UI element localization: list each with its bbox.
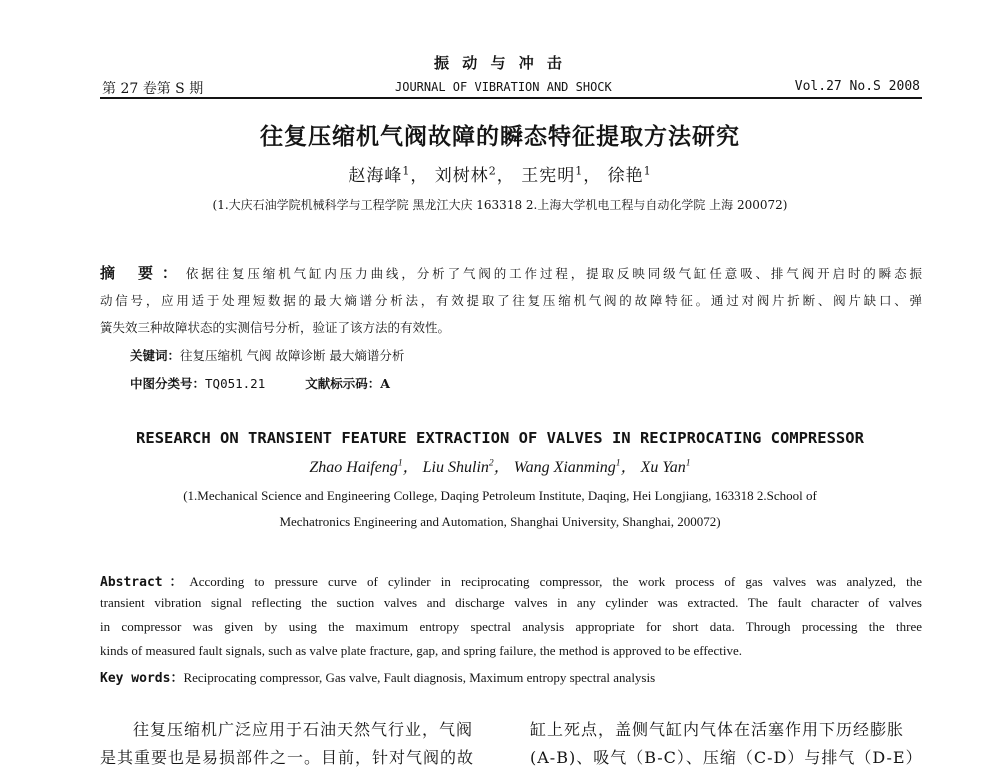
author-affil-marker: 2 [488,457,494,469]
author-separator: ， [583,166,602,186]
author-separator: ， [402,459,419,476]
abstract-cn-text: 依据往复压缩机气缸内压力曲线，分析了气阀的工作过程，提取反映同级气缸任意吸、排气阀开启时的瞬态振 [185,266,922,281]
author-separator: ， [410,166,429,186]
author-affil-marker: 1 [397,457,403,469]
body-right-line: (A-B)、吸气（B-C）、压缩（C-D）与排气（D-E） [530,748,923,767]
author-en: Xu Yan [640,459,686,476]
author-affil-marker: 1 [575,164,584,178]
abstract-cn-line [100,262,922,283]
issue-en: Vol.27 No.S 2008 [794,79,920,94]
keywords-en-value: Reciprocating compressor, Gas valve, Fault diagnosis, Maximum entropy spectral analysis [183,670,656,685]
classification-label: 中图分类号： [130,376,206,391]
author-affil-marker: 1 [402,164,411,178]
author-affil-marker: 1 [615,457,621,469]
abstract-cn-line: 簧失效三种故障状态的实测信号分析，验证了该方法的有效性。 [100,320,451,335]
abstract-cn-label: 摘 要： [100,264,186,282]
paper-title-cn: 往复压缩机气阀故障的瞬态特征提取方法研究 [260,123,740,150]
author-separator: ， [620,459,637,476]
header-rule [100,97,922,99]
author-affil-marker: 1 [643,164,652,178]
author-cn: 王宪明 [521,166,576,186]
affiliations-cn: (1.大庆石油学院机械科学与工程学院 黑龙江大庆 163318 2.上海大学机电工程与自动化学院 上海 200072) [212,198,788,212]
classification-value: TQ051.21 [205,376,266,391]
journal-name-cn: 振 动 与 冲 击 [434,54,566,72]
abstract-en-line: in compressor was given by using the maximum entropy spectral analysis appropriate for short data. Through processing the three [100,619,922,634]
author-affil-marker: 1 [685,457,691,469]
document-code-label: 文献标示码： [305,376,381,391]
abstract-en-line: transient vibration signal reflecting the suction valves and discharge valves in any cylinder was extracted. The fault character of valves [100,595,922,610]
keywords-cn-value: 往复压缩机 气阀 故障诊断 最大熵谱分析 [180,348,405,363]
document-code-value: A [380,376,390,391]
journal-name-en: JOURNAL OF VIBRATION AND SHOCK [395,80,612,94]
author-separator: ， [496,166,515,186]
body-left-line: 是其重要也是易损部件之一。目前，针对气阀的故 [100,748,475,767]
author-cn: 徐艳 [607,166,644,186]
paper-title-en: RESEARCH ON TRANSIENT FEATURE EXTRACTION OF VALVES IN RECIPROCATING COMPRESSOR [136,429,864,447]
author-en: Zhao Haifeng [309,459,398,476]
abstract-en-text: According to pressure curve of cylinder in reciprocating compressor, the work process of gas valves was analyzed, the [189,574,922,589]
author-affil-marker: 2 [488,164,497,178]
issue-cn: 第 27 卷第 S 期 [102,81,204,97]
body-right-line: 缸上死点，盖侧气缸内气体在活塞作用下历经膨胀 [530,720,905,739]
author-cn: 刘树林 [434,166,489,186]
author-en: Liu Shulin [422,459,489,476]
authors-en [0,454,1000,477]
authors-cn [0,161,1000,186]
keywords-cn-label: 关键词： [130,348,181,363]
author-cn: 赵海峰 [348,166,403,186]
keywords-en-label: Key words： [100,671,184,686]
keywords-en [100,667,655,686]
affiliations-en-line: Mechatronics Engineering and Automation, Shanghai University, Shanghai, 200072) [279,514,721,529]
abstract-cn-line: 动信号，应用适于处理短数据的最大熵谱分析法，有效提取了往复压缩机气阀的故障特征。通过对阀片折断、阀片缺口、弹 [100,293,922,308]
author-separator: ， [493,459,510,476]
classification-cn [130,374,390,392]
abstract-en-label: Abstract： [100,575,190,590]
abstract-en-line [100,571,922,590]
author-en: Wang Xianming [513,459,616,476]
abstract-en-line: kinds of measured fault signals, such as valve plate fracture, gap, and spring failure, the method is approved to be effective. [100,643,742,658]
affiliations-en-line: (1.Mechanical Science and Engineering College, Daqing Petroleum Institute, Daqing, Hei Longjiang, 163318 2.School of [183,488,817,503]
keywords-cn [130,346,404,364]
body-left-line: 往复压缩机广泛应用于石油天然气行业，气阀 [133,720,474,739]
